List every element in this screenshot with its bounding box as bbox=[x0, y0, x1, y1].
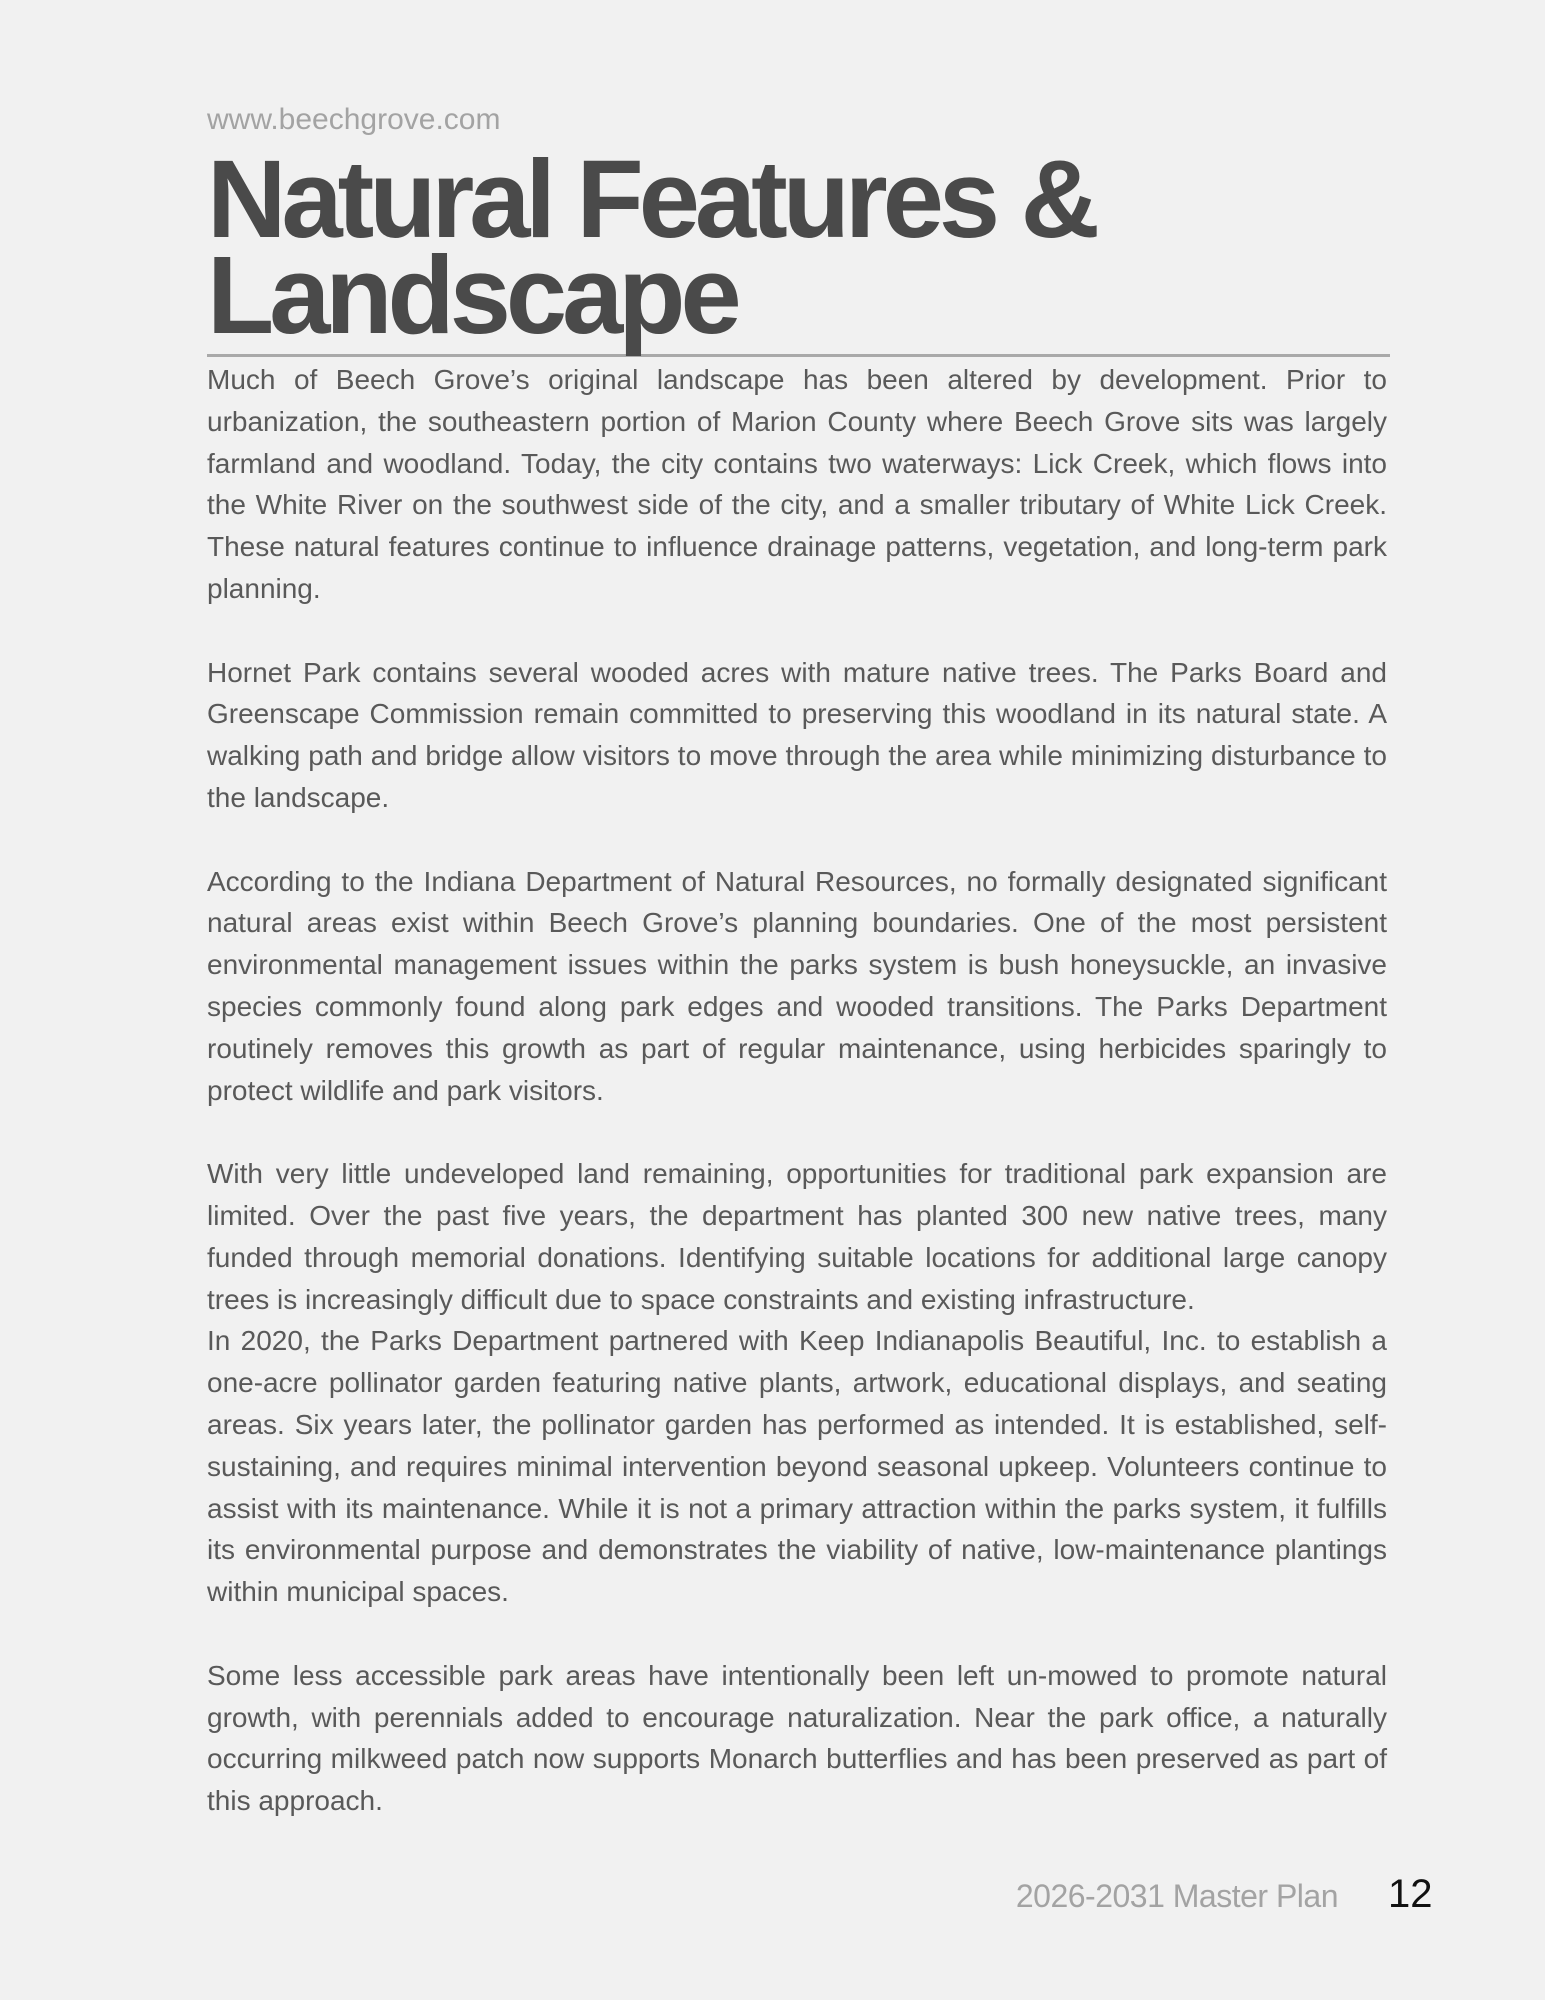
paragraph-natural-areas: According to the Indiana Department of Natural Resources, no formally designated significant natural areas exist within Beech Grove’s planning boundaries. One of the most persistent environmental management issues within the parks system is bush honeysuckle, an invasive species commonly found along park edges and wooded transitions. The Parks Department routinely removes this growth as part of regular maintenance, using herbicides sparingly to protect wildlife and park visitors. bbox=[207, 865, 1387, 1106]
paragraph-hornet-park: Hornet Park contains several wooded acres with mature native trees. The Parks Board and Greenscape Commission remain committed to preserving this woodland in its natural state. A walking path and bridge allow visitors to move through the area while minimizing disturbance to the landscape. bbox=[207, 656, 1387, 813]
body-text bbox=[207, 359, 1387, 1822]
document-page bbox=[207, 100, 1387, 1822]
paragraph-waterways: Much of Beech Grove’s original landscape has been altered by development. Prior to urbanization, the southeastern portion of Marion County where Beech Grove sits was largely farmland and woodland. Today, the city contains two waterways: Lick Creek, which flows into the White River on the southwest side of the city, and a smaller tributary of White Lick Creek. These natural features continue to influence drainage patterns, vegetation, and long-term park planning. bbox=[207, 364, 1387, 604]
site-url: www.beechgrove.com bbox=[207, 103, 501, 136]
page-footer bbox=[0, 1870, 1545, 1920]
page-title-line-1: Natural Features & bbox=[207, 138, 1096, 261]
page-title bbox=[207, 138, 1387, 357]
paragraph-naturalization: Some less accessible park areas have intentionally been left un-mowed to promote natural growth, with perennials added to encourage naturalization. Near the park office, a naturally occurring milkweed patch now supports Monarch butterflies and has been preserved as part of this approach. bbox=[207, 1659, 1387, 1817]
paragraph-tree-planting: With very little undeveloped land remaining, opportunities for traditional park expansion are limited. Over the past five years, the department has planted 300 new native trees, many funded through memorial donations. Identifying suitable locations for additional large canopy trees is increasingly difficult due to space constraints and existing infrastructure. bbox=[207, 1158, 1387, 1315]
page-title-line-2: Landscape bbox=[207, 234, 737, 357]
footer-document-title: 2026-2031 Master Plan bbox=[1015, 1878, 1338, 1914]
page-number: 12 bbox=[1388, 1872, 1433, 1916]
paragraph-pollinator-garden: In 2020, the Parks Department partnered with Keep Indianapolis Beautiful, Inc. to establish a one-acre pollinator garden featuring native plants, artwork, educational displays, and seating areas. Six years later, the pollinator garden has performed as intended. It is established, self-sustaining, and requires minimal intervention beyond seasonal upkeep. Volunteers continue to assist with its maintenance. While it is not a primary attraction within the parks system, it fulfills its environmental purpose and demonstrates the viability of native, low-maintenance plantings within municipal spaces. bbox=[207, 1325, 1387, 1608]
